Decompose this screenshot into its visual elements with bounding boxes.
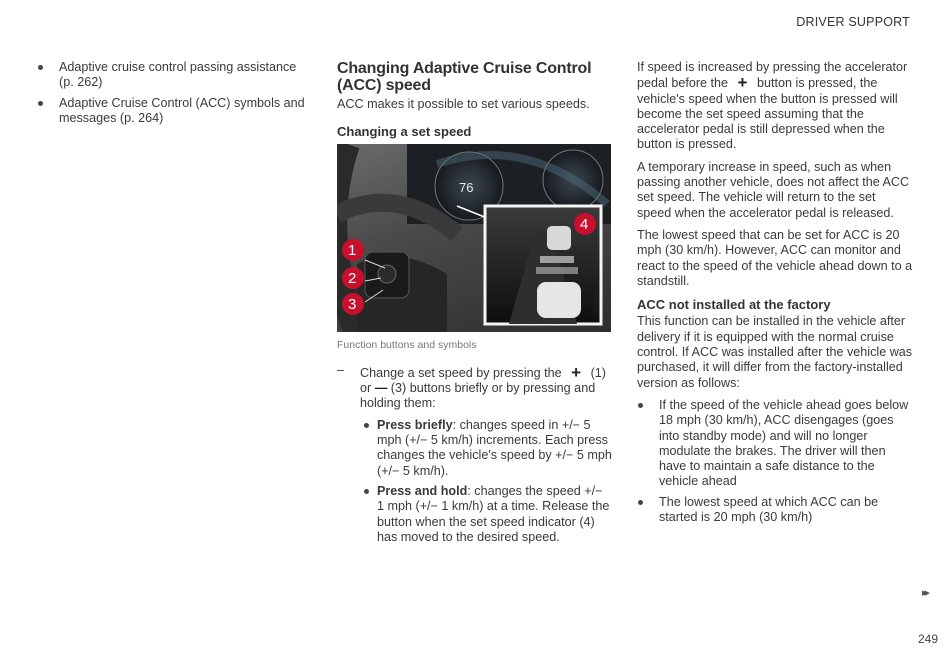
badge-1 — [342, 239, 364, 261]
svg-text:3: 3 — [348, 295, 357, 313]
list-item: If the speed of the vehicle ahead goes below 18 mph (30 km/h), ACC disengages (goes into standby mode) and will no longer modulate the brakes. The driver will then have to maintain a safe distance to the vehicle ahead — [637, 398, 913, 490]
paragraph-lowest-speed: The lowest speed that can be set for ACC is 20 mph (30 km/h). However, ACC can monitor and react to the speed of the vehicle ahead down to a standstill. — [637, 227, 913, 288]
related-links-column — [37, 60, 307, 131]
step-text-a: Change a set speed by pressing the — [360, 365, 562, 380]
option-term: Press briefly — [377, 417, 453, 432]
dash-marker: – — [337, 362, 345, 377]
own-vehicle — [537, 282, 581, 318]
next-page-icon[interactable]: ▸▸ — [922, 587, 928, 599]
steering-wheel-illustration — [337, 144, 611, 332]
article-title: Changing Adaptive Cruise Control (ACC) speed — [337, 60, 592, 94]
step-text-b: (1) or — [360, 365, 606, 396]
option-press-and-hold — [377, 484, 612, 545]
svg-text:2: 2 — [348, 269, 357, 287]
image-code: G052984 — [594, 288, 601, 318]
page-number: 249 — [917, 632, 938, 646]
target-vehicle — [547, 226, 571, 250]
plus-button-icon: + — [737, 73, 748, 93]
option-term: Press and hold — [377, 483, 468, 498]
related-links-list — [37, 60, 307, 126]
figure-caption: Function buttons and symbols — [337, 338, 477, 351]
paragraph-accelerator — [637, 60, 913, 153]
paragraph-accelerator-text-b: button is pressed, the vehicle's speed when the button is pressed will become the set speed assuming that the accelerator pedal is still depressed when the button is pressed. — [637, 76, 898, 152]
svg-text:1: 1 — [348, 241, 357, 259]
option-press-briefly — [377, 418, 612, 479]
list-item: The lowest speed at which ACC can be started is 20 mph (30 km/h) — [637, 495, 913, 526]
retrofit-differences-list — [637, 398, 913, 525]
step-text-c: (3) buttons briefly or by pressing and holding them: — [360, 381, 596, 411]
option-description: : changes speed in +/− 5 mph (+/− 5 km/h) increments. Each press changes the vehicle's speed by +/− 5 mph (+/− 5 km/h). — [377, 417, 612, 478]
related-link-passing-assistance[interactable]: Adaptive cruise control passing assistance (p. 262) — [37, 60, 307, 91]
plus-button-icon: + — [571, 362, 582, 382]
paragraph-temporary-increase: A temporary increase in speed, such as when passing another vehicle, does not affect the ACC set speed. The vehicle will return to the set speed when the accelerator pedal is released. — [637, 159, 910, 220]
article-column — [337, 60, 612, 551]
section-header: DRIVER SUPPORT — [796, 15, 910, 29]
step-change-speed — [337, 362, 612, 545]
related-link-acc-symbols[interactable]: Adaptive Cruise Control (ACC) symbols and messages (p. 264) — [37, 96, 307, 127]
subheading-not-installed: ACC not installed at the factory — [637, 297, 831, 313]
minus-button-icon: — — [374, 381, 388, 396]
paragraph-accelerator-text-a: If speed is increased by pressing the accelerator pedal before the — [637, 60, 908, 91]
subheading-changing-speed: Changing a set speed — [337, 124, 472, 140]
badge-3 — [342, 293, 364, 315]
intro-text: ACC makes it possible to set various speeds. — [337, 97, 590, 111]
option-description: : changes the speed +/− 1 mph (+/− 1 km/h) at a time. Release the button when the set speed indicator (4) has moved to the desired speed. — [377, 483, 610, 544]
continued-column — [637, 60, 913, 530]
badge-4 — [574, 213, 596, 235]
press-options-list — [360, 418, 612, 545]
paragraph-retrofit: This function can be installed in the vehicle after delivery if it is equipped with the normal cruise control. If ACC was installed after the vehicle was purchased, it will differ from the factory-installed version as follows: — [637, 314, 913, 390]
svg-text:4: 4 — [580, 215, 589, 233]
badge-2 — [342, 267, 364, 289]
speed-readout: 76 — [459, 179, 474, 195]
